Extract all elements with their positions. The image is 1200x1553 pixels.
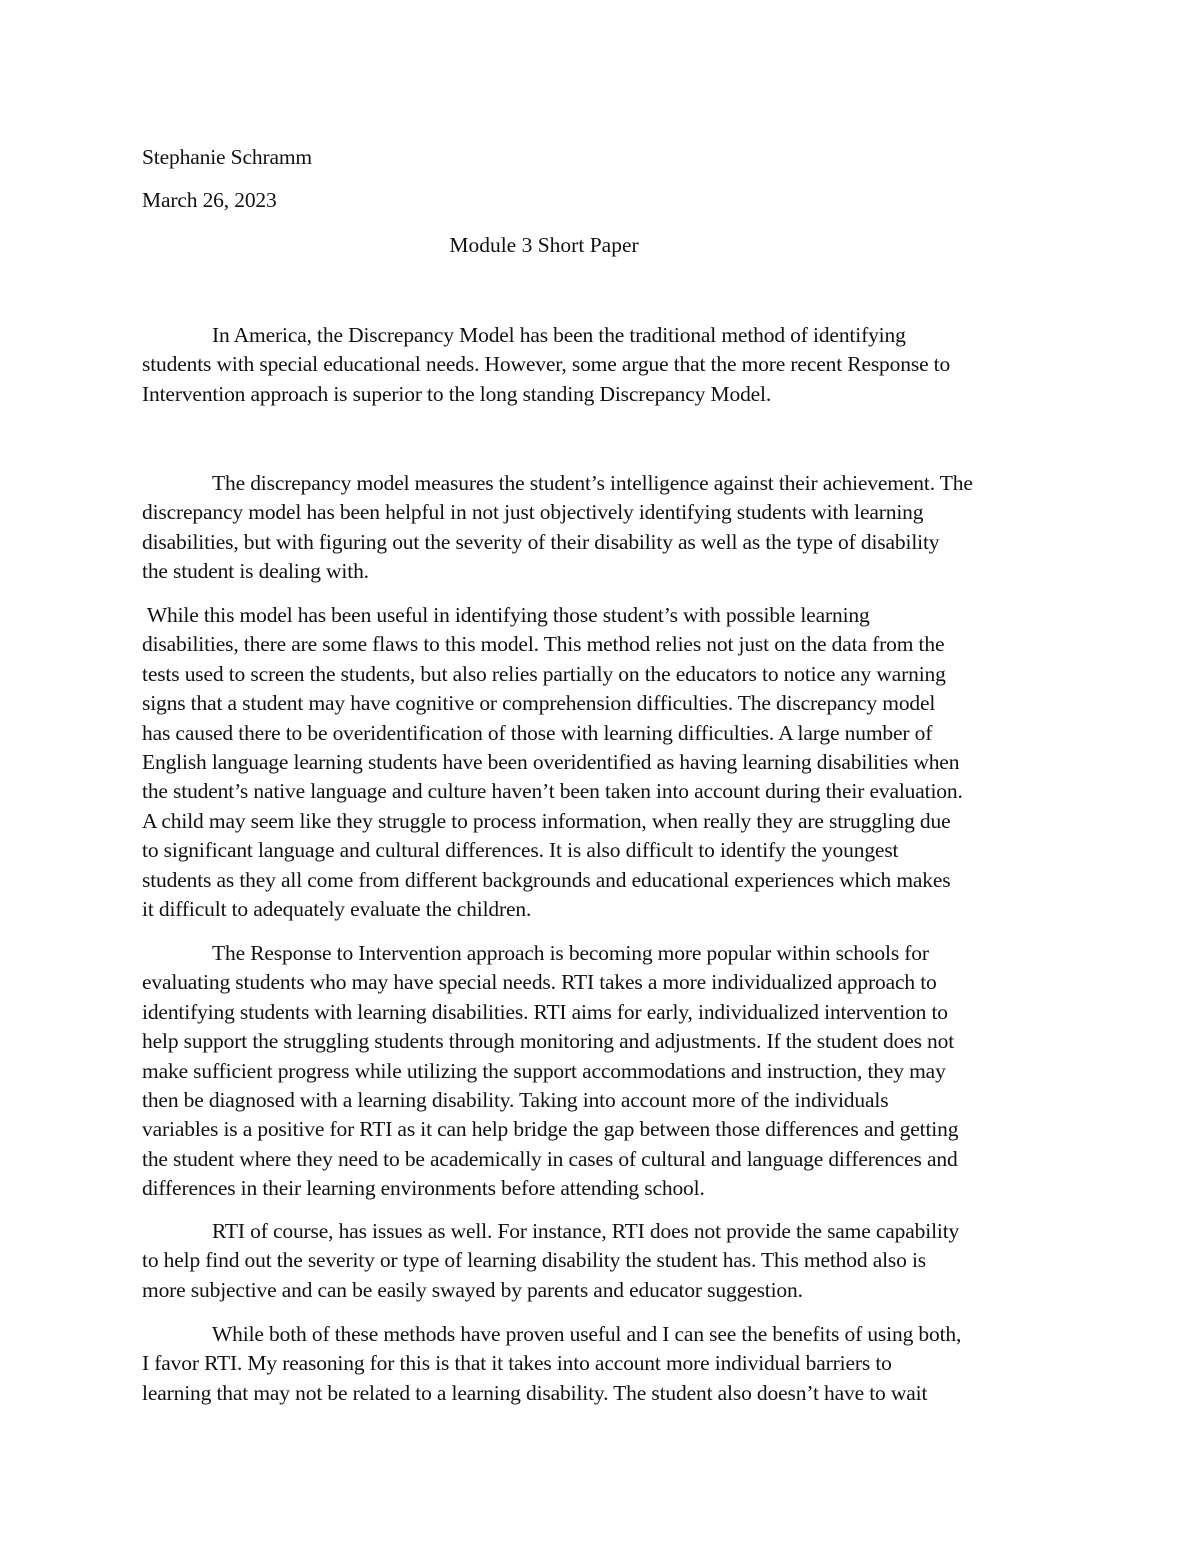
paragraph-line: it difficult to adequately evaluate the children.: [142, 897, 532, 922]
paragraph-line: I favor RTI. My reasoning for this is that it takes into account more individual barriers to: [142, 1351, 892, 1376]
paragraph-line: differences in their learning environments before attending school.: [142, 1176, 705, 1201]
paragraph-line: A child may seem like they struggle to process information, when really they are struggling due: [142, 808, 951, 833]
paragraph-line: The discrepancy model measures the student’s intelligence against their achievement. The: [212, 471, 973, 495]
paragraph-line: Intervention approach is superior to the long standing Discrepancy Model.: [142, 381, 772, 406]
paragraph-line: discrepancy model has been helpful in not just objectively identifying students with learning: [142, 500, 924, 525]
paragraph-line: RTI of course, has issues as well. For instance, RTI does not provide the same capability: [212, 1219, 960, 1243]
paragraph-discrepancy-model: [142, 469, 1062, 587]
paragraph-model-flaws: [142, 601, 1062, 924]
paragraph-rti-approach: [142, 939, 1062, 1204]
paragraph-line: English language learning students have been overidentified as having learning disabilities when: [142, 750, 960, 775]
paper-title: Module 3 Short Paper: [449, 233, 639, 257]
paragraph-line: to significant language and cultural differences. It is also difficult to identify the youngest: [142, 838, 899, 863]
paragraph-line: learning that may not be related to a learning disability. The student also doesn’t have to wait: [142, 1380, 928, 1405]
paper-date: March 26, 2023: [142, 188, 277, 212]
paragraph-line: students as they all come from different backgrounds and educational experiences which makes: [142, 867, 951, 892]
paragraph-line: more subjective and can be easily swayed by parents and educator suggestion.: [142, 1277, 803, 1302]
paragraph-line: students with special educational needs. However, some argue that the more recent Response to: [142, 352, 951, 377]
paragraph-line: signs that a student may have cognitive or comprehension difficulties. The discrepancy model: [142, 691, 936, 716]
paragraph-line: help support the struggling students through monitoring and adjustments. If the student does not: [142, 1029, 955, 1054]
paragraph-line: the student’s native language and culture haven’t been taken into account during their evaluation.: [142, 779, 963, 804]
paragraph-line: then be diagnosed with a learning disability. Taking into account more of the individuals: [142, 1088, 889, 1113]
paragraph-line: make sufficient progress while utilizing the support accommodations and instruction, they may: [142, 1058, 946, 1083]
author-name: Stephanie Schramm: [142, 145, 313, 169]
paragraph-line: The Response to Intervention approach is becoming more popular within schools for: [212, 941, 929, 965]
paragraph-intro: [142, 321, 1062, 409]
paragraph-line: variables is a positive for RTI as it can help bridge the gap between those differences and getting: [142, 1117, 959, 1142]
paragraph-line: disabilities, there are some flaws to this model. This method relies not just on the data from the: [142, 632, 945, 657]
paragraph-line: the student where they need to be academically in cases of cultural and language differences and: [142, 1146, 958, 1171]
paragraph-line: In America, the Discrepancy Model has been the traditional method of identifying: [212, 323, 906, 347]
paragraph-line: to help find out the severity or type of learning disability the student has. This method also is: [142, 1248, 927, 1273]
paragraph-line: While both of these methods have proven useful and I can see the benefits of using both,: [212, 1322, 962, 1346]
paragraph-conclusion: [142, 1320, 1062, 1408]
paragraph-line: has caused there to be overidentification of those with learning difficulties. A large number of: [142, 720, 933, 745]
paragraph-line: While this model has been useful in identifying those student’s with possible learning: [142, 603, 870, 627]
paragraph-line: the student is dealing with.: [142, 559, 369, 584]
paragraph-rti-issues: [142, 1217, 1062, 1305]
paragraph-line: identifying students with learning disabilities. RTI aims for early, individualized intervention to: [142, 999, 948, 1024]
paragraph-line: disabilities, but with figuring out the severity of their disability as well as the type of disability: [142, 529, 940, 554]
paragraph-line: tests used to screen the students, but also relies partially on the educators to notice any warning: [142, 661, 946, 686]
paragraph-line: evaluating students who may have special needs. RTI takes a more individualized approach to: [142, 970, 937, 995]
